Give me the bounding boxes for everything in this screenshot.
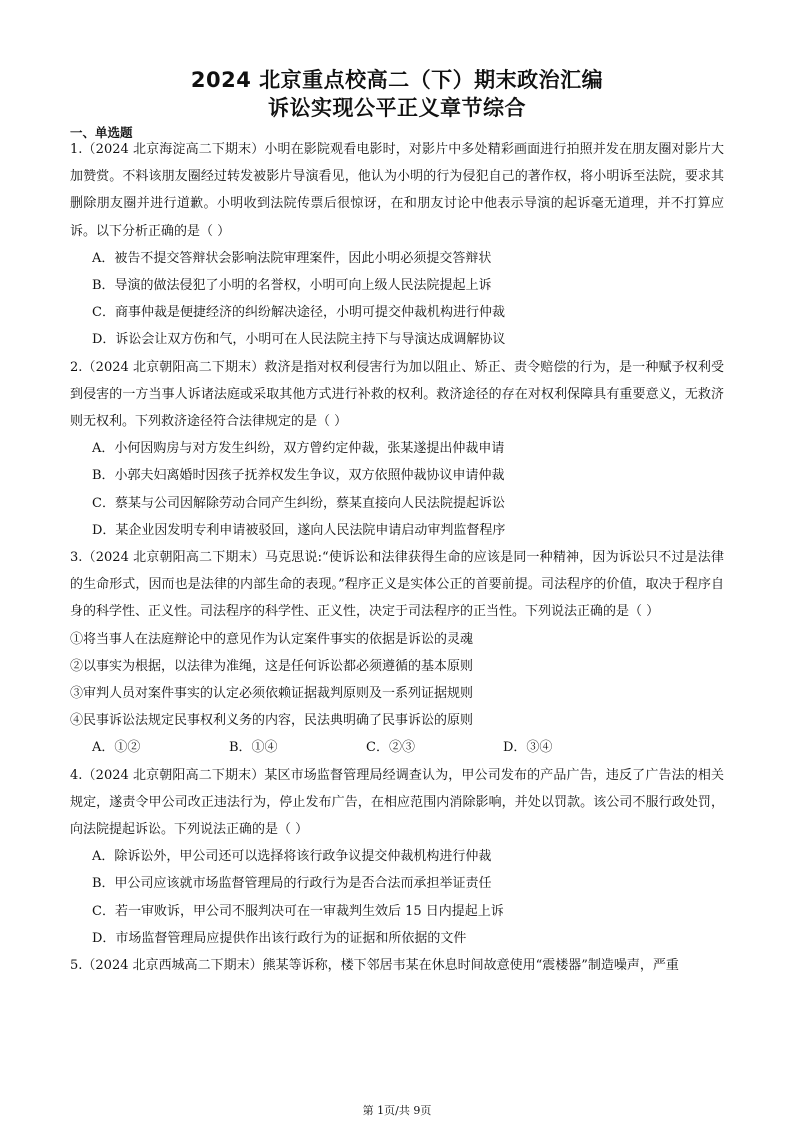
- question-list: [70, 136, 724, 979]
- statement-3: ③审判人员对案件事实的认定必须依赖证据裁判原则及一系列证据规则: [70, 686, 474, 702]
- option-d: D．某企业因发明专利申请被驳回，遂向人民法院申请启动审判监督程序: [92, 522, 506, 538]
- option-a: A．小何因购房与对方发生纠纷，双方曾约定仲裁，张某遂提出仲裁申请: [92, 441, 505, 457]
- question-1: [70, 136, 724, 354]
- option-d: D．诉讼会让双方伤和气，小明可在人民法院主持下与导演达成调解协议: [92, 332, 506, 348]
- question-2: [70, 354, 724, 544]
- option-c: C．若一审败诉，甲公司不服判决可在一审裁判生效后 15 日内提起上诉: [92, 903, 504, 919]
- question-stem: 2.（2024 北京朝阳高二下期末）救济是指对权利侵害行为加以阻止、矫正、责令赔偿的行为，是一种赋予权利受到侵害的一方当事人诉诸法庭或采取其他方式进行补救的权利。救济途径的存在对权利保障具有重要意义，无救济则无权利。下列救济途径符合法律规定的是（ ）: [70, 359, 724, 430]
- option-a: A．被告不提交答辩状会影响法院审理案件，因此小明必须提交答辩状: [92, 250, 492, 266]
- question-stem: 3.（2024 北京朝阳高二下期末）马克思说:“使诉讼和法律获得生命的应该是同一种精神，因为诉讼只不过是法律的生命形式，因而也是法律的内部生命的表现。”程序正义是实体公正的首要前提。司法程序的价值，取决于程序自身的科学性、正义性。司法程序的科学性、正义性，决定于司法程序的正当性。下列说法正确的是（ ）: [70, 550, 724, 620]
- document-subtitle: 诉讼实现公平正义章节综合: [268, 96, 526, 120]
- option-b: B．甲公司应该就市场监督管理局的行政行为是否合法而承担举证责任: [92, 876, 492, 892]
- option-c: C．蔡某与公司因解除劳动合同产生纠纷，蔡某直接向人民法院提起诉讼: [92, 495, 505, 511]
- question-stem: 5.（2024 北京西城高二下期末）熊某等诉称，楼下邻居韦某在休息时间故意使用“震楼器”制造噪声，严重: [70, 958, 679, 974]
- statement-2: ②以事实为根据，以法律为准绳，这是任何诉讼都必须遵循的基本原则: [70, 658, 474, 674]
- question-4: [70, 762, 724, 952]
- option-d: D．市场监督管理局应提供作出该行政行为的证据和所依据的文件: [92, 930, 467, 946]
- statement-1: ①将当事人在法庭辩论中的意见作为认定案件事实的依据是诉讼的灵魂: [70, 631, 474, 647]
- option-c: C．商事仲裁是便捷经济的纠纷解决途径，小明可提交仲裁机构进行仲裁: [92, 305, 505, 321]
- section-heading: 一、单选题: [70, 125, 133, 140]
- option-b: B．小郭夫妇离婚时因孩子抚养权发生争议，双方依照仲裁协议申请仲裁: [92, 468, 505, 484]
- statement-4: ④民事诉讼法规定民事权利义务的内容，民法典明确了民事诉讼的原则: [70, 713, 474, 729]
- answer-choices: [70, 734, 724, 761]
- question-5: [70, 952, 724, 979]
- option-a: A．除诉讼外，甲公司还可以选择将该行政争议提交仲裁机构进行仲裁: [92, 849, 492, 865]
- question-stem: 1.（2024 北京海淀高二下期末）小明在影院观看电影时，对影片中多处精彩画面进行拍照并发在朋友圈对影片大加赞赏。不料该朋友圈经过转发被影片导演看见，他认为小明的行为侵犯自己的著作权，将小明诉至法院，要求其删除朋友圈并进行道歉。小明收到法院传票后很惊讶，在和朋友讨论中他表示导演的起诉毫无道理，并不打算应诉。以下分析正确的是（ ）: [70, 142, 724, 239]
- choice-c: C．②③: [366, 740, 415, 756]
- choice-a: A．①②: [92, 740, 141, 756]
- option-b: B．导演的做法侵犯了小明的名誉权，小明可向上级人民法院提起上诉: [92, 278, 492, 294]
- question-3: [70, 544, 724, 762]
- page-footer: 第 1页/共 9页: [362, 1104, 432, 1117]
- choice-d: D．③④: [503, 740, 553, 756]
- question-stem: 4.（2024 北京朝阳高二下期末）某区市场监督管理局经调查认为，甲公司发布的产品广告，违反了广告法的相关规定，遂责令甲公司改正违法行为，停止发布广告，在相应范围内消除影响，并处以罚款。该公司不服行政处罚，向法院提起诉讼。下列说法正确的是（ ）: [70, 767, 724, 838]
- choice-b: B．①④: [229, 740, 278, 756]
- document-title: 2024 北京重点校高二（下）期末政治汇编: [190, 68, 604, 92]
